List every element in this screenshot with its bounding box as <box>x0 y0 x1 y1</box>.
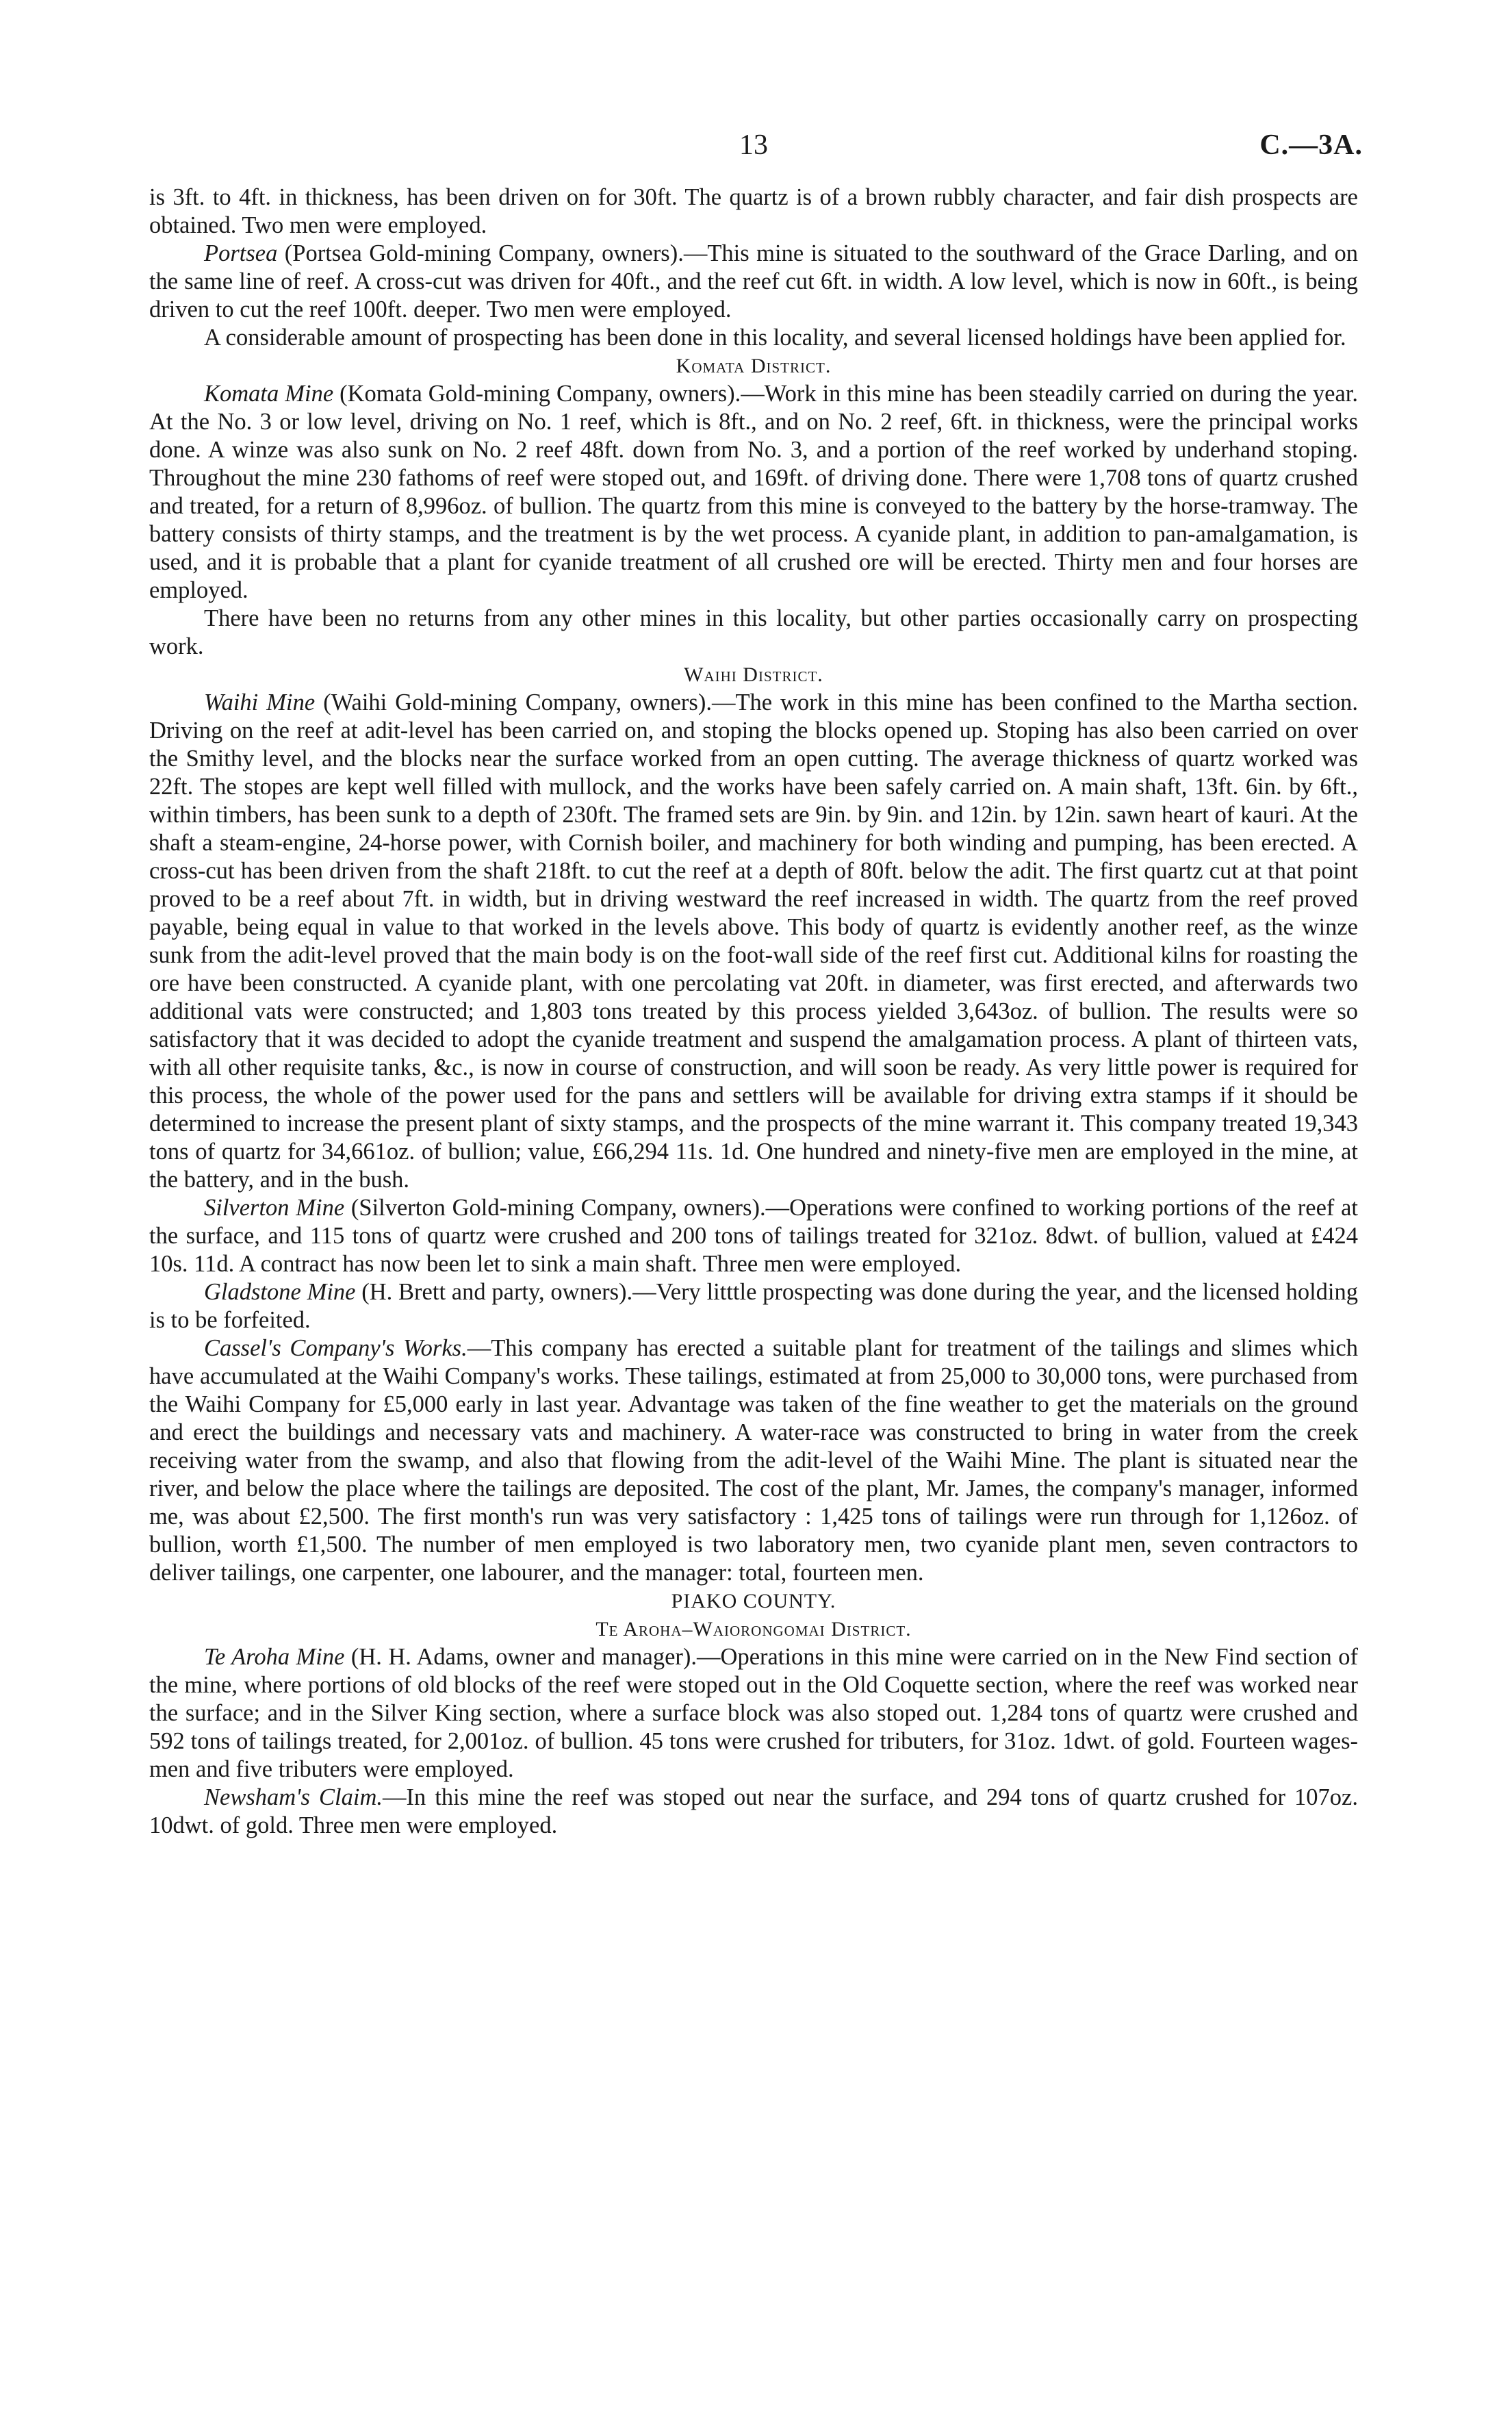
paragraph: There have been no returns from any other mines in this locality, but other parties occasionally carry on prospecting work. <box>149 605 1358 659</box>
page-header <box>0 129 1512 170</box>
section-heading: Komata District. <box>676 355 832 377</box>
mine-name: Waihi Mine <box>204 689 316 715</box>
mine-name: Newsham's Claim. <box>204 1784 383 1810</box>
mine-name: Te Aroha Mine <box>204 1644 345 1670</box>
paragraph: Waihi Mine (Waihi Gold-mining Company, owners).—The work in this mine has been confined to the Martha section. Driving on the reef at adit-level has been carried on, and stoping the blocks opened up. Stoping has also been carried on over the Smithy level, and the blocks near the surface worked from an open cutting. The average thickness of quartz worked was 22ft. The stopes are kept well filled with mullock, and the works have been safely carried on. A main shaft, 13ft. 6in. by 6ft., within timbers, has been sunk to a depth of 230ft. The framed sets are 9in. by 9in. and 12in. by 12in. sawn heart of kauri. At the shaft a steam-engine, 24-horse power, with Cornish boiler, and machinery for both winding and pumping, has been erected. A cross-cut has been driven from the shaft 218ft. to cut the reef at a depth of 80ft. below the adit. The first quartz cut at that point proved to be a reef about 7ft. in width, but in driving westward the reef increased in width. The quartz from the reef proved payable, being equal in value to that worked in the levels above. This body of quartz is evidently another reef, as the winze sunk from the adit-level proved that the main body is on the foot-wall side of the reef first cut. Additional kilns for roasting the ore have been constructed. A cyanide plant, with one percolating vat 20ft. in diameter, was first erected, and afterwards two additional vats were constructed; and 1,803 tons treated by this process yielded 3,643oz. of bullion. The results were so satisfactory that it was decided to adopt the cyanide treatment and suspend the amalgamation process. A plant of thirteen vats, with all other requisite tanks, &c., is now in course of construction, and will soon be ready. As very little power is required for this process, the whole of the power used for the pans and settlers will be available for driving extra stamps if it should be determined to increase the present plant of sixty stamps, and the prospects of the mine warrant it. This company treated 19,343 tons of quartz for 34,661oz. of bullion; value, £66,294 11s. 1d. One hundred and ninety-five men are employed in the mine, at the battery, and in the bush. <box>149 689 1358 1193</box>
mine-name: Portsea <box>204 240 278 266</box>
paragraph: is 3ft. to 4ft. in thickness, has been driven on for 30ft. The quartz is of a brown rubbly character, and fair dish prospects are obtained. Two men were employed. <box>149 184 1358 238</box>
paragraph: Komata Mine (Komata Gold-mining Company, owners).—Work in this mine has been steadily carried on during the year. At the No. 3 or low level, driving on No. 1 reef, which is 8ft., and on No. 2 reef, 6ft. in thickness, were the principal works done. A winze was also sunk on No. 2 reef 48ft. down from No. 3, and a portion of the reef worked by underhand stoping. Throughout the mine 230 fathoms of reef were stoped out, and 169ft. of driving done. There were 1,708 tons of quartz crushed and treated, for a return of 8,996oz. of bullion. The quartz from this mine is conveyed to the battery by the horse-tramway. The battery consists of thirty stamps, and the treatment is by the wet process. A cyanide plant, in addition to pan-amalgamation, is used, and it is probable that a plant for cyanide treatment of all crushed ore will be erected. Thirty men and four horses are employed. <box>149 381 1358 603</box>
section-heading: Te Aroha–Waiorongomai District. <box>595 1618 912 1640</box>
section-heading: Waihi District. <box>684 663 823 686</box>
mine-name: Komata Mine <box>204 381 334 407</box>
paragraph: Silverton Mine (Silverton Gold-mining Company, owners).—Operations were confined to working portions of the reef at the surface, and 115 tons of quartz were crushed and 200 tons of tailings treated for 321oz. 8dwt. of bullion, valued at £424 10s. 11d. A contract has now been let to sink a main shaft. Three men were employed. <box>149 1195 1358 1277</box>
paragraph: Portsea (Portsea Gold-mining Company, owners).—This mine is situated to the southward of the Grace Darling, and on the same line of reef. A cross-cut was driven for 40ft., and the reef cut 6ft. in width. A low level, which is now in 60ft., is being driven to cut the reef 100ft. deeper. Two men were employed. <box>149 240 1358 322</box>
paragraph: Gladstone Mine (H. Brett and party, owners).—Very litttle prospecting was done during the year, and the licensed holding is to be forfeited. <box>149 1279 1358 1333</box>
paragraph: Newsham's Claim.—In this mine the reef was stoped out near the surface, and 294 tons of quartz crushed for 107oz. 10dwt. of gold. Three men were employed. <box>149 1784 1358 1838</box>
mine-name: Cassel's Company's Works. <box>204 1335 467 1361</box>
county-heading: PIAKO COUNTY. <box>671 1590 836 1612</box>
mine-name: Silverton Mine <box>204 1195 345 1221</box>
page-number: 13 <box>739 129 768 161</box>
paragraph: Cassel's Company's Works.—This company has erected a suitable plant for treatment of the tailings and slimes which have accumulated at the Waihi Company's works. These tailings, estimated at from 25,000 to 30,000 tons, were purchased from the Waihi Company for £5,000 early in last year. Advantage was taken of the fine weather to get the materials on the ground and erect the buildings and necessary vats and machinery. A water-race was constructed to bring in water from the creek receiving water from the swamp, and also that flowing from the adit-level of the Waihi Mine. The plant is situated near the river, and below the place where the tailings are deposited. The cost of the plant, Mr. James, the company's manager, informed me, was about £2,500. The first month's run was very satisfactory : 1,425 tons of tailings were run through for 1,126oz. of bullion, worth £1,500. The number of men employed is two laboratory men, two cyanide plant men, seven contractors to deliver tailings, one carpenter, one labourer, and the manager: total, fourteen men. <box>149 1335 1358 1586</box>
paragraph: A considerable amount of prospecting has been done in this locality, and several licensed holdings have been applied for. <box>204 325 1346 351</box>
paragraph: Te Aroha Mine (H. H. Adams, owner and manager).—Operations in this mine were carried on in the New Find section of the mine, where portions of old blocks of the reef were stoped out in the Old Coquette section, where the reef was worked near the surface; and in the Silver King section, where a surface block was also stoped out. 1,284 tons of quartz were crushed and 592 tons of tailings treated, for 2,001oz. of bullion. 45 tons were crushed for tributers, for 31oz. 1dwt. of gold. Fourteen wages-men and five tributers were employed. <box>149 1644 1358 1782</box>
document-code: C.—3A. <box>1259 129 1363 161</box>
body-text <box>149 183 1358 1840</box>
mine-name: Gladstone Mine <box>204 1279 356 1305</box>
